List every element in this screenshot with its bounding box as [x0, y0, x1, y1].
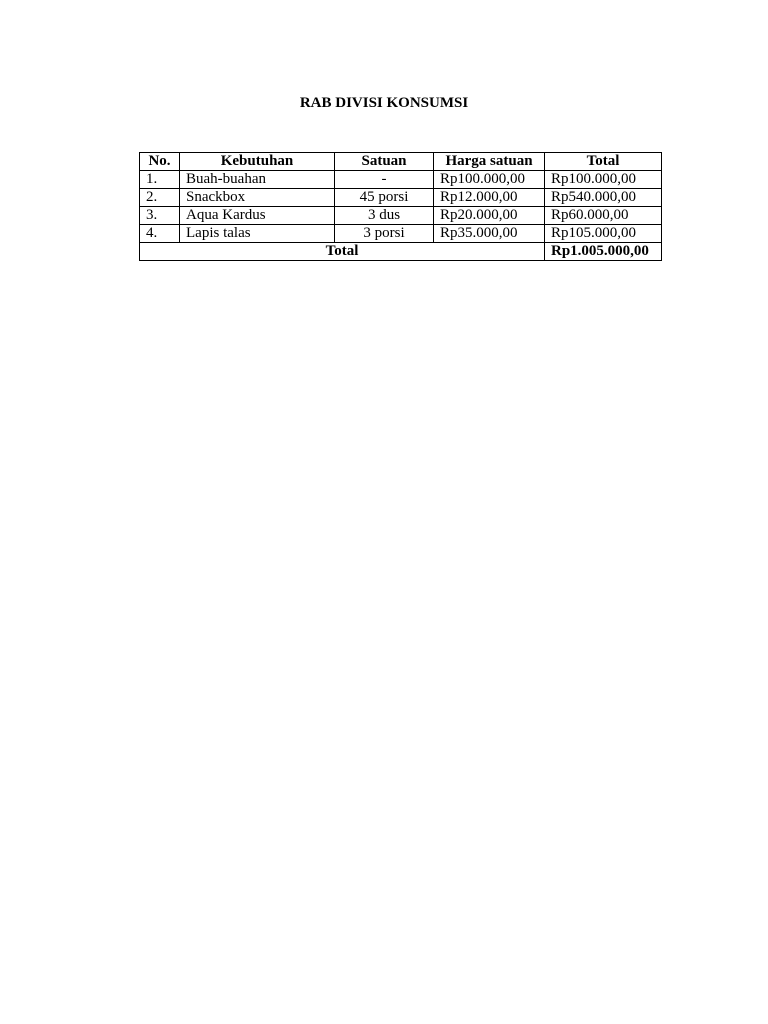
cell-no: 2.: [140, 189, 180, 207]
header-total: Total: [545, 153, 662, 171]
table-row: [140, 171, 662, 189]
cell-kebutuhan: Aqua Kardus: [180, 207, 335, 225]
cell-kebutuhan: Snackbox: [180, 189, 335, 207]
grand-total-value: Rp1.005.000,00: [545, 243, 662, 261]
header-kebutuhan: Kebutuhan: [180, 153, 335, 171]
cell-harga-satuan: Rp12.000,00: [434, 189, 545, 207]
budget-table: [139, 152, 662, 261]
cell-total: Rp100.000,00: [545, 171, 662, 189]
cell-no: 1.: [140, 171, 180, 189]
cell-satuan: -: [335, 171, 434, 189]
cell-harga-satuan: Rp100.000,00: [434, 171, 545, 189]
cell-harga-satuan: Rp35.000,00: [434, 225, 545, 243]
header-no: No.: [140, 153, 180, 171]
total-row: [140, 243, 662, 261]
cell-kebutuhan: Buah-buahan: [180, 171, 335, 189]
table-row: [140, 189, 662, 207]
cell-no: 3.: [140, 207, 180, 225]
cell-satuan: 3 dus: [335, 207, 434, 225]
cell-no: 4.: [140, 225, 180, 243]
table-header-row: [140, 153, 662, 171]
cell-total: Rp60.000,00: [545, 207, 662, 225]
cell-satuan: 45 porsi: [335, 189, 434, 207]
table-row: [140, 225, 662, 243]
total-label: Total: [140, 243, 545, 261]
cell-satuan: 3 porsi: [335, 225, 434, 243]
table-row: [140, 207, 662, 225]
cell-total: Rp105.000,00: [545, 225, 662, 243]
cell-total: Rp540.000,00: [545, 189, 662, 207]
cell-kebutuhan: Lapis talas: [180, 225, 335, 243]
header-harga-satuan: Harga satuan: [434, 153, 545, 171]
document-title: RAB DIVISI KONSUMSI: [299, 95, 469, 111]
header-satuan: Satuan: [335, 153, 434, 171]
cell-harga-satuan: Rp20.000,00: [434, 207, 545, 225]
